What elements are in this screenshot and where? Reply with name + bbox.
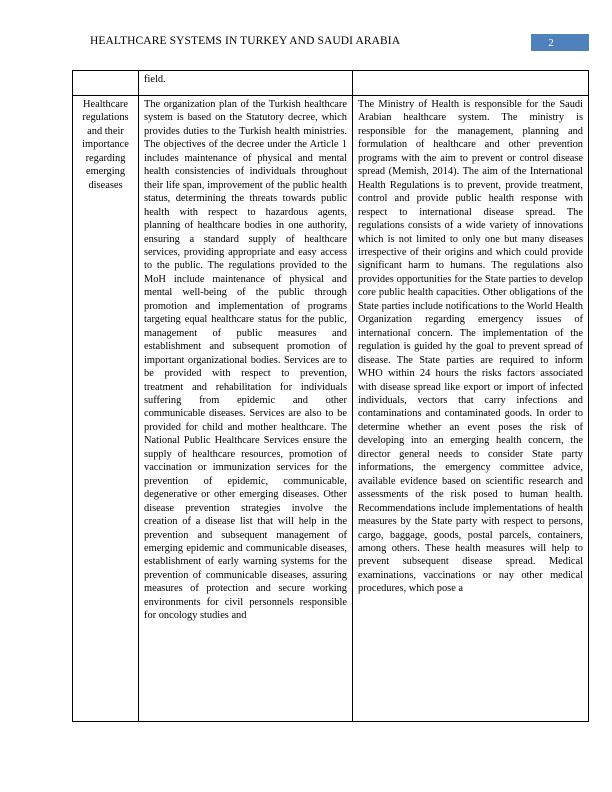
row-label-cell	[73, 96, 139, 722]
turkey-cell: field.	[139, 71, 353, 96]
running-header: HEALTHCARE SYSTEMS IN TURKEY AND SAUDI ARABIA	[90, 35, 401, 47]
table-row	[73, 71, 589, 96]
table-row	[73, 96, 589, 722]
row-label-text: Healthcare regulations and their importance regarding emerging diseases	[82, 99, 129, 191]
saudi-cell	[353, 71, 589, 96]
saudi-cell	[353, 96, 589, 722]
row-label-cell	[73, 71, 139, 96]
saudi-text: The Ministry of Health is responsible for the Saudi Arabian healthcare system. The ministry is responsible for the management, planning and formulation of healthcare and other prevention programs with the aim to prevent or control disease spread (Memish, 2014). The aim of the International Health Regulations is to prevent, provide treatment, control and provide public health response with respect to international disease spread. The regulations consists of a wide variety of innovations which is not limited to only one but many diseases irrespective of their origins and which could provide significant harm to humans. The regulations also provides opportunities for the State parties to develop core public health capacities. Other obligations of the State parties include notifications to the World Health Organization regarding emergency issues of international concern. The implementation of the regulation is guided hy the goal to prevent spread of disease. The State parties are required to inform WHO within 24 hours the risks factors associated with disease spread like export or import of infected individuals, vectors that carry infections and contaminations and contaminated goods. In order to determine whether an event poses the risk of developing into an emerging health concern, the director general needs to consider State party informations, the emergency committee advice, available evidence based on scientific research and assessments of the risk posed to human health. Recommendations include implementations of health measures by the State party with respect to persons, cargo, baggage, goods, postal parcels, containers, among others. These health measures will help to prevent subsequent disease spread. Medical examinations, vaccinations or nay other medical procedures, which pose a	[358, 99, 583, 595]
turkey-text: The organization plan of the Turkish healthcare system is based on the Statutory decree, which provides duties to the Turkish health ministries. The objectives of the decree under the Article 1 includes maintenance of physical and mental health consistencies of individuals throughout their life span, improvement of the public health status, determining the threats towards public health with respect to hazardous agents, planning of healthcare bodies in one authority, ensuring a standard supply of healthcare services, providing appropriate and easy access to the public. The regulations provided to the MoH include maintenance of physical and mental well-being of the public through promotion and implementation of programs targeting equal healthcare status for the public, management of public measures and establishment and subsequent promotion of important organizational bodies. Services are to be provided with respect to prevention, treatment and rehabilitation for individuals suffering from epidemic and other communicable diseases. Services are also to be provided for child and mother healthcare. The National Public Healthcare Services ensure the supply of healthcare resources, promotion of vaccination or immunization services for the prevention of epidemic, communicable, degenerative or other emerging diseases. Other disease prevention strategies involve the creation of a disease list that will help in the prevention and subsequent management of emerging epidemic and communicable diseases, establishment of early warning systems for the prevention of communicable diseases, assuring measures of protection and secure working environments for civil personnels responsible for oncology studies and	[144, 99, 347, 622]
comparison-table	[72, 70, 589, 722]
page-number: 2	[548, 36, 554, 49]
page-number-badge	[531, 34, 589, 51]
turkey-cell	[139, 96, 353, 722]
